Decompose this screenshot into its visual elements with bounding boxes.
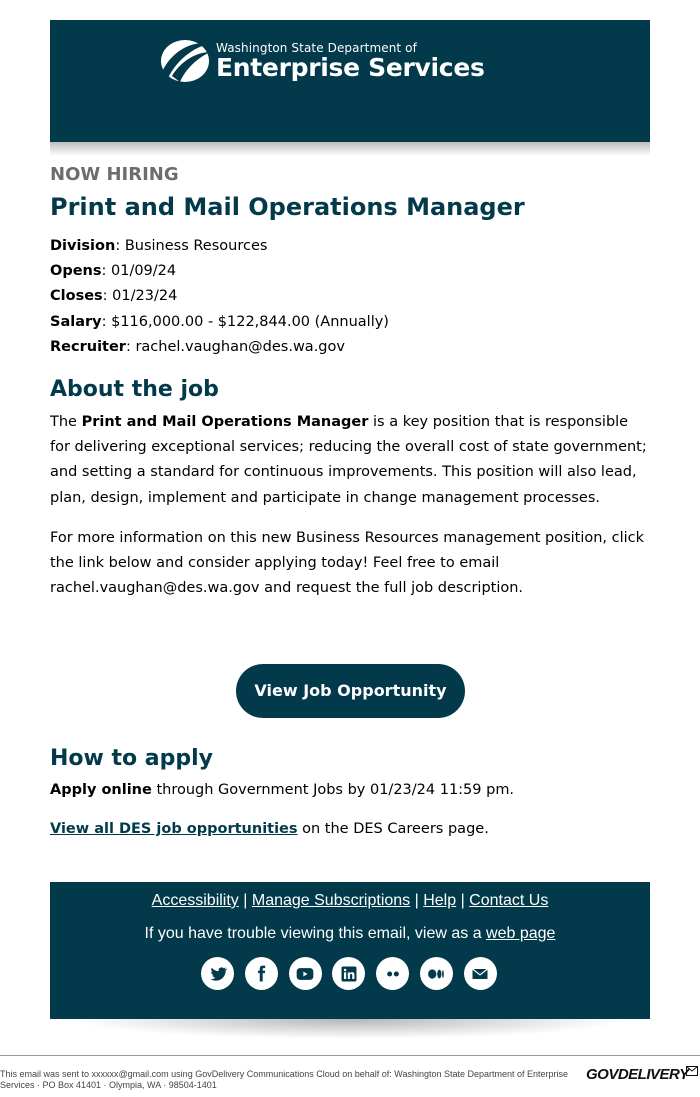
des-swoosh-icon <box>158 36 212 86</box>
facebook-icon[interactable] <box>245 957 278 990</box>
footer <box>50 882 650 1019</box>
about-p1-bold: Print and Mail Operations Manager <box>81 414 369 431</box>
logo-line-1: Washington State Department of <box>216 41 417 55</box>
medium-icon[interactable] <box>420 957 453 990</box>
apply-online-line <box>50 778 650 803</box>
twitter-icon[interactable] <box>201 957 234 990</box>
careers-line-rest: on the DES Careers page. <box>297 821 489 838</box>
detail-value: : Business Resources <box>115 238 268 254</box>
flickr-icon[interactable] <box>376 957 409 990</box>
detail-label: Closes <box>50 288 103 305</box>
detail-division <box>50 234 650 259</box>
footer-links <box>50 891 650 911</box>
legal-notice: This email was sent to xxxxxx@gmail.com using GovDelivery Communications Cloud on behalf of: Washington State Department of Enterprise Services · PO Box 41401 · Olympia, WA · 98504-1401 <box>0 1069 569 1090</box>
header-shadow <box>50 142 650 156</box>
careers-line <box>50 817 650 842</box>
view-job-opportunity-button[interactable]: View Job Opportunity <box>236 664 465 718</box>
email-icon[interactable] <box>464 957 497 990</box>
detail-label: Recruiter <box>50 338 126 355</box>
contact-us-link[interactable]: Contact Us <box>469 892 549 909</box>
detail-opens <box>50 259 650 284</box>
detail-value: : rachel.vaughan@des.wa.gov <box>125 338 345 355</box>
cta-wrapper <box>236 664 465 718</box>
job-title: Print and Mail Operations Manager <box>50 193 525 221</box>
about-p1-rest: is a key position that is responsible for delivering exceptional services; reducing the overall cost of state government; and setting a standard for continuous improvements. This position will also lead, plan, design, implement and participate in change management processes. <box>50 414 647 506</box>
accessibility-link[interactable]: Accessibility <box>151 892 239 909</box>
separator: | <box>456 892 470 909</box>
trouble-text: If you have trouble viewing this email, view as a <box>144 925 487 942</box>
apply-section <box>50 745 650 842</box>
youtube-icon[interactable] <box>289 957 322 990</box>
detail-salary <box>50 310 650 335</box>
logo-line-2: Enterprise Services <box>216 53 485 82</box>
detail-value: : 01/09/24 <box>101 263 177 280</box>
footer-trouble-line <box>50 924 650 944</box>
govdelivery-logo[interactable]: GOVDELIVERY <box>586 1066 689 1083</box>
govdelivery-envelope-icon <box>686 1066 698 1076</box>
apply-online-label: Apply online <box>50 782 152 798</box>
detail-value: : $116,000.00 - $122,844.00 (Annually) <box>101 313 389 330</box>
help-link[interactable]: Help <box>423 892 457 909</box>
des-logo[interactable] <box>158 36 485 86</box>
separator: | <box>410 892 424 909</box>
linkedin-icon[interactable] <box>332 957 365 990</box>
manage-subscriptions-link[interactable]: Manage Subscriptions <box>251 892 411 909</box>
detail-label: Division <box>50 238 116 254</box>
main-content <box>50 162 650 601</box>
apply-online-rest: through Government Jobs by 01/23/24 11:59 pm. <box>151 782 515 798</box>
web-page-link[interactable]: web page <box>486 925 556 942</box>
view-all-jobs-link[interactable]: View all DES job opportunities <box>50 821 298 838</box>
detail-value: : 01/23/24 <box>102 288 178 305</box>
separator: | <box>238 892 252 909</box>
detail-closes <box>50 284 650 309</box>
social-icons <box>201 957 508 990</box>
detail-label: Opens <box>50 263 102 280</box>
now-hiring-label: NOW HIRING <box>50 164 179 185</box>
about-p1-start: The <box>50 414 82 431</box>
about-paragraph-1 <box>50 410 650 511</box>
detail-label: Salary <box>50 313 102 330</box>
footer-shadow <box>70 1019 630 1039</box>
about-heading: About the job <box>50 377 219 403</box>
how-to-apply-heading: How to apply <box>50 746 214 771</box>
detail-recruiter <box>50 335 650 360</box>
divider <box>0 1055 700 1056</box>
about-paragraph-2: For more information on this new Business Resources management position, click the link below and consider applying today! Feel free to email rachel.vaughan@des.wa.gov and request the full job description. <box>50 529 645 597</box>
